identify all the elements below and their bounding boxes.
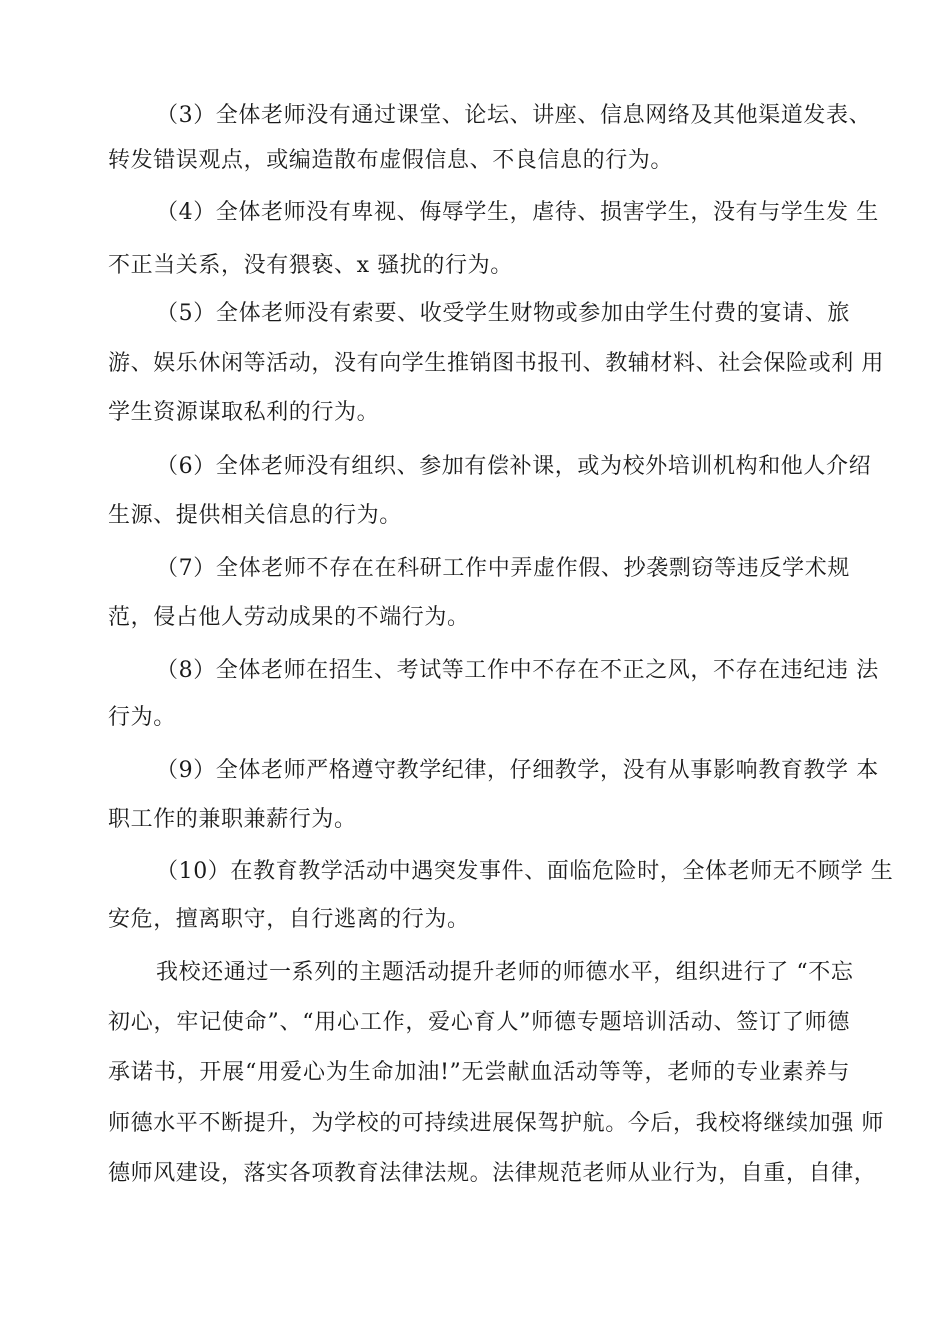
paragraph-3-line-2: 转发错误观点，或编造散布虚假信息、不良信息的行为。	[108, 148, 674, 173]
paragraph-9-line-2: 职工作的兼职兼薪行为。	[108, 807, 357, 832]
closing-paragraph-line-2: 初心，牢记使命”、“用心工作，爱心育人”师德专题培训活动、签订了师德	[108, 1010, 850, 1035]
paragraph-9-line-1: （9）全体老师严格遵守教学纪律，仔细教学，没有从事影响教育教学 本	[156, 758, 879, 783]
paragraph-4-line-1: （4）全体老师没有卑视、侮辱学生，虐待、损害学生，没有与学生发 生	[156, 200, 879, 225]
paragraph-8-line-2: 行为。	[108, 705, 176, 730]
paragraph-6-line-2: 生源、提供相关信息的行为。	[108, 503, 402, 528]
paragraph-6-line-1: （6）全体老师没有组织、参加有偿补课，或为校外培训机构和他人介绍	[156, 454, 872, 479]
closing-paragraph-line-4: 师德水平不断提升，为学校的可持续进展保驾护航。今后，我校将继续加强 师	[108, 1111, 884, 1136]
paragraph-5-line-3: 学生资源谋取私利的行为。	[108, 400, 380, 425]
paragraph-7-line-1: （7）全体老师不存在在科研工作中弄虚作假、抄袭剽窃等违反学术规	[156, 556, 850, 581]
paragraph-10-line-2: 安危，擅离职守，自行逃离的行为。	[108, 907, 470, 932]
closing-paragraph-line-1: 我校还通过一系列的主题活动提升老师的师德水平，组织进行了 “不忘	[156, 960, 854, 985]
paragraph-3-line-1: （3）全体老师没有通过课堂、论坛、讲座、信息网络及其他渠道发表、	[156, 103, 872, 128]
paragraph-10-line-1: （10）在教育教学活动中遇突发事件、面临危险时，全体老师无不顾学 生	[156, 859, 894, 884]
paragraph-5-line-2: 游、娱乐休闲等活动，没有向学生推销图书报刊、教辅材料、社会保险或利 用	[108, 351, 884, 376]
closing-paragraph-line-3: 承诺书，开展“用爱心为生命加油!”无尝献血活动等等，老师的专业素养与	[108, 1060, 850, 1085]
closing-paragraph-line-5: 德师风建设，落实各项教育法律法规。法律规范老师从业行为，自重，自律，	[108, 1161, 877, 1186]
paragraph-4-line-2: 不正当关系，没有猥亵、x 骚扰的行为。	[108, 253, 513, 278]
paragraph-7-line-2: 范，侵占他人劳动成果的不端行为。	[108, 605, 470, 630]
paragraph-8-line-1: （8）全体老师在招生、考试等工作中不存在不正之风，不存在违纪违 法	[156, 658, 879, 683]
paragraph-5-line-1: （5）全体老师没有索要、收受学生财物或参加由学生付费的宴请、旅	[156, 301, 850, 326]
